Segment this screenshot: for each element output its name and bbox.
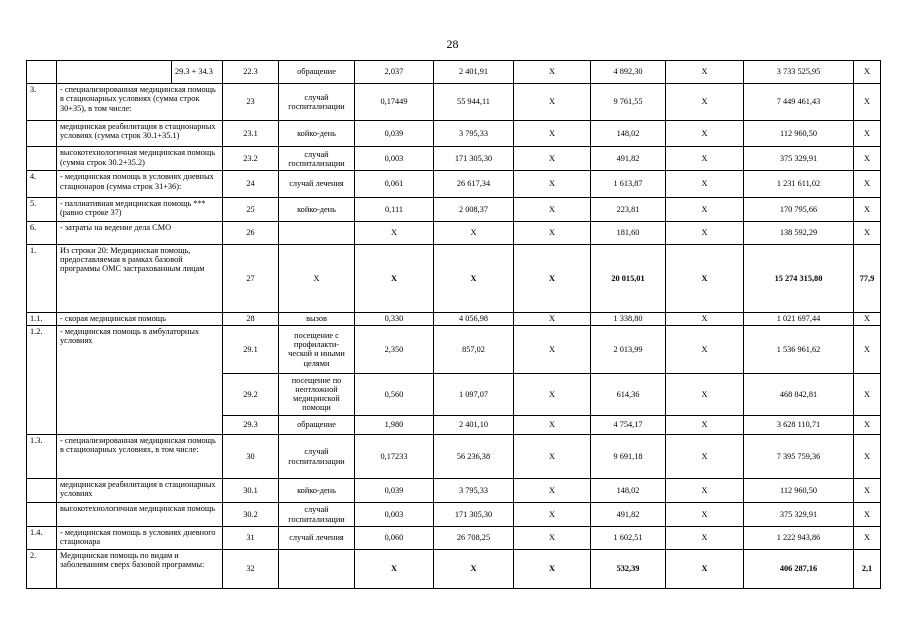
row-code-cell: 22.3 bbox=[223, 61, 279, 84]
value-cell: 0,111 bbox=[355, 197, 434, 221]
row-name-cell: медицинская реабилитация в стационарных условиях (сумма строк 30.1+35.1) bbox=[57, 121, 223, 147]
row-number-cell: 4. bbox=[27, 171, 57, 197]
value-cell: 112 960,50 bbox=[744, 478, 854, 502]
row-name-cell: - затраты на ведение дела СМО bbox=[57, 221, 223, 244]
value-cell: X bbox=[854, 373, 881, 415]
unit-cell: X bbox=[279, 244, 355, 312]
value-cell: 857,02 bbox=[434, 325, 514, 373]
value-cell: 0,560 bbox=[355, 373, 434, 415]
row-number-cell: 1.2. bbox=[27, 325, 57, 435]
value-cell: 1,980 bbox=[355, 415, 434, 435]
value-cell: X bbox=[854, 197, 881, 221]
value-cell: 0,17449 bbox=[355, 83, 434, 120]
unit-cell: случай госпитализации bbox=[279, 147, 355, 171]
value-cell: 0,061 bbox=[355, 171, 434, 197]
value-cell: X bbox=[514, 244, 591, 312]
row-number-cell bbox=[27, 61, 57, 84]
value-cell: 468 842,81 bbox=[744, 373, 854, 415]
value-cell: 1 602,51 bbox=[591, 527, 666, 549]
value-cell: X bbox=[514, 147, 591, 171]
value-cell: 2 013,99 bbox=[591, 325, 666, 373]
row-code-cell: 29.1 bbox=[223, 325, 279, 373]
value-cell: 375 329,91 bbox=[744, 147, 854, 171]
value-cell: 171 305,30 bbox=[434, 503, 514, 527]
unit-cell: случай госпитализации bbox=[279, 503, 355, 527]
value-cell: 4 892,30 bbox=[591, 61, 666, 84]
value-cell: X bbox=[854, 325, 881, 373]
value-cell: 26 617,34 bbox=[434, 171, 514, 197]
unit-cell: посещение по неотложной медицинской помощи bbox=[279, 373, 355, 415]
table-row bbox=[27, 527, 881, 549]
unit-cell: случай лечения bbox=[279, 171, 355, 197]
value-cell: 20 015,01 bbox=[591, 244, 666, 312]
value-cell: X bbox=[666, 549, 744, 588]
value-cell: 0,330 bbox=[355, 312, 434, 325]
value-cell: 3 795,33 bbox=[434, 121, 514, 147]
value-cell: X bbox=[514, 527, 591, 549]
value-cell: 223,81 bbox=[591, 197, 666, 221]
value-cell: X bbox=[355, 244, 434, 312]
row-code-cell: 28 bbox=[223, 312, 279, 325]
value-cell: X bbox=[666, 221, 744, 244]
value-cell: 2,350 bbox=[355, 325, 434, 373]
value-cell: 0,039 bbox=[355, 121, 434, 147]
value-cell: 55 944,11 bbox=[434, 83, 514, 120]
value-cell: X bbox=[666, 527, 744, 549]
unit-cell: койко-день bbox=[279, 121, 355, 147]
value-cell: X bbox=[434, 221, 514, 244]
value-cell: X bbox=[854, 527, 881, 549]
value-cell: 56 236,38 bbox=[434, 435, 514, 479]
value-cell: X bbox=[854, 503, 881, 527]
value-cell: X bbox=[666, 121, 744, 147]
row-number-cell: 1. bbox=[27, 244, 57, 312]
value-cell: 1 097,07 bbox=[434, 373, 514, 415]
row-name-cell: - медицинская помощь в условиях дневного стационара bbox=[57, 527, 223, 549]
value-cell: 3 733 525,95 bbox=[744, 61, 854, 84]
value-cell: X bbox=[514, 503, 591, 527]
value-cell: 4 056,98 bbox=[434, 312, 514, 325]
value-cell: X bbox=[666, 147, 744, 171]
row-name-cell: высокотехнологичная медицинская помощь bbox=[57, 503, 223, 527]
value-cell: 15 274 315,80 bbox=[744, 244, 854, 312]
unit-cell: случай госпитализации bbox=[279, 435, 355, 479]
row-number-cell bbox=[27, 478, 57, 502]
row-number-cell: 1.1. bbox=[27, 312, 57, 325]
value-cell: X bbox=[666, 197, 744, 221]
row-number-cell: 5. bbox=[27, 197, 57, 221]
table-row bbox=[27, 83, 881, 120]
row-name-cell: - специализированная медицинская помощь в стационарных условиях (сумма строк 30+35), в том числе: bbox=[57, 83, 223, 120]
value-cell: 7 449 461,43 bbox=[744, 83, 854, 120]
row-number-cell: 3. bbox=[27, 83, 57, 120]
value-cell: 1 536 961,62 bbox=[744, 325, 854, 373]
value-cell: 148,02 bbox=[591, 121, 666, 147]
value-cell: X bbox=[666, 478, 744, 502]
value-cell: 491,82 bbox=[591, 147, 666, 171]
table-row bbox=[27, 147, 881, 171]
row-name-cell: - паллиативная медицинская помощь *** (равно строке 37) bbox=[57, 197, 223, 221]
table-row bbox=[27, 121, 881, 147]
value-cell: X bbox=[854, 171, 881, 197]
row-code-cell: 25 bbox=[223, 197, 279, 221]
value-cell: X bbox=[854, 221, 881, 244]
table-row bbox=[27, 435, 881, 479]
value-cell: X bbox=[514, 221, 591, 244]
row-number-cell bbox=[27, 121, 57, 147]
value-cell: X bbox=[854, 83, 881, 120]
row-name-cell: Медицинская помощь по видам и заболеваниям сверх базовой программы: bbox=[57, 549, 223, 588]
value-cell: X bbox=[666, 312, 744, 325]
value-cell: X bbox=[514, 415, 591, 435]
table-row bbox=[27, 312, 881, 325]
value-cell: X bbox=[434, 549, 514, 588]
value-cell: 614,36 bbox=[591, 373, 666, 415]
value-cell: 4 754,17 bbox=[591, 415, 666, 435]
unit-cell: случай госпитализации bbox=[279, 83, 355, 120]
row-ref-cell: 29.3 + 34.3 bbox=[172, 61, 223, 84]
row-code-cell: 23.2 bbox=[223, 147, 279, 171]
value-cell: X bbox=[355, 221, 434, 244]
unit-cell: обращение bbox=[279, 61, 355, 84]
table-row bbox=[27, 478, 881, 502]
value-cell: X bbox=[666, 415, 744, 435]
table-row bbox=[27, 549, 881, 588]
row-number-cell: 1.4. bbox=[27, 527, 57, 549]
page-number: 28 bbox=[446, 37, 459, 51]
value-cell: 1 613,87 bbox=[591, 171, 666, 197]
value-cell: X bbox=[666, 435, 744, 479]
table-row bbox=[27, 325, 881, 373]
value-cell: X bbox=[854, 435, 881, 479]
value-cell: X bbox=[854, 121, 881, 147]
value-cell: 2 401,91 bbox=[434, 61, 514, 84]
value-cell: 1 231 611,02 bbox=[744, 171, 854, 197]
value-cell: 26 708,25 bbox=[434, 527, 514, 549]
financial-table bbox=[26, 60, 881, 589]
value-cell: 138 592,29 bbox=[744, 221, 854, 244]
value-cell: 9 691,18 bbox=[591, 435, 666, 479]
value-cell: X bbox=[514, 373, 591, 415]
value-cell: 112 960,50 bbox=[744, 121, 854, 147]
row-code-cell: 29.3 bbox=[223, 415, 279, 435]
value-cell: 491,82 bbox=[591, 503, 666, 527]
value-cell: X bbox=[514, 171, 591, 197]
row-code-cell: 30 bbox=[223, 435, 279, 479]
row-name-cell bbox=[57, 61, 172, 84]
value-cell: 0,039 bbox=[355, 478, 434, 502]
value-cell: 0,003 bbox=[355, 503, 434, 527]
row-code-cell: 23.1 bbox=[223, 121, 279, 147]
row-number-cell: 2. bbox=[27, 549, 57, 588]
value-cell: 532,39 bbox=[591, 549, 666, 588]
row-name-cell: высокотехнологичная медицинская помощь (сумма строк 30.2+35.2) bbox=[57, 147, 223, 171]
row-code-cell: 26 bbox=[223, 221, 279, 244]
value-cell: X bbox=[666, 503, 744, 527]
value-cell: X bbox=[666, 325, 744, 373]
row-name-cell: Из строки 20: Медицинская помощь, предоставляемая в рамках базовой программы ОМС застрахованным лицам bbox=[57, 244, 223, 312]
unit-cell: посещение с профилакти-ческой и иными целями bbox=[279, 325, 355, 373]
unit-cell: случай лечения bbox=[279, 527, 355, 549]
unit-cell bbox=[279, 549, 355, 588]
value-cell: X bbox=[514, 83, 591, 120]
value-cell: 0,003 bbox=[355, 147, 434, 171]
table-body bbox=[27, 61, 881, 589]
table-row bbox=[27, 221, 881, 244]
table-row bbox=[27, 503, 881, 527]
value-cell: 148,02 bbox=[591, 478, 666, 502]
row-name-cell: - специализированная медицинская помощь в стационарных условиях, в том числе: bbox=[57, 435, 223, 479]
row-code-cell: 32 bbox=[223, 549, 279, 588]
row-code-cell: 31 bbox=[223, 527, 279, 549]
row-code-cell: 30.2 bbox=[223, 503, 279, 527]
row-number-cell: 6. bbox=[27, 221, 57, 244]
row-code-cell: 29.2 bbox=[223, 373, 279, 415]
value-cell: X bbox=[514, 121, 591, 147]
value-cell: X bbox=[854, 415, 881, 435]
value-cell: X bbox=[666, 171, 744, 197]
value-cell: 171 305,30 bbox=[434, 147, 514, 171]
value-cell: 2,037 bbox=[355, 61, 434, 84]
value-cell: 3 628 110,71 bbox=[744, 415, 854, 435]
value-cell: X bbox=[666, 244, 744, 312]
row-code-cell: 24 bbox=[223, 171, 279, 197]
value-cell: X bbox=[854, 147, 881, 171]
value-cell: X bbox=[514, 549, 591, 588]
value-cell: X bbox=[434, 244, 514, 312]
table-row bbox=[27, 61, 881, 84]
row-code-cell: 23 bbox=[223, 83, 279, 120]
unit-cell bbox=[279, 221, 355, 244]
value-cell: X bbox=[514, 478, 591, 502]
value-cell: 170 795,66 bbox=[744, 197, 854, 221]
value-cell: 1 338,80 bbox=[591, 312, 666, 325]
value-cell: 2 401,10 bbox=[434, 415, 514, 435]
value-cell: 1 021 697,44 bbox=[744, 312, 854, 325]
value-cell: 77,9 bbox=[854, 244, 881, 312]
value-cell: 7 395 759,36 bbox=[744, 435, 854, 479]
value-cell: 181,60 bbox=[591, 221, 666, 244]
unit-cell: койко-день bbox=[279, 197, 355, 221]
value-cell: X bbox=[854, 312, 881, 325]
value-cell: X bbox=[514, 435, 591, 479]
value-cell: X bbox=[666, 373, 744, 415]
unit-cell: койко-день bbox=[279, 478, 355, 502]
row-code-cell: 30.1 bbox=[223, 478, 279, 502]
row-number-cell bbox=[27, 147, 57, 171]
value-cell: 375 329,91 bbox=[744, 503, 854, 527]
value-cell: 406 287,16 bbox=[744, 549, 854, 588]
row-number-cell: 1.3. bbox=[27, 435, 57, 479]
value-cell: X bbox=[854, 61, 881, 84]
value-cell: X bbox=[514, 312, 591, 325]
row-name-cell: - скорая медицинская помощь bbox=[57, 312, 223, 325]
value-cell: 2 008,37 bbox=[434, 197, 514, 221]
table-row bbox=[27, 197, 881, 221]
row-name-cell: медицинская реабилитация в стационарных условиях bbox=[57, 478, 223, 502]
value-cell: X bbox=[514, 197, 591, 221]
value-cell: X bbox=[666, 61, 744, 84]
value-cell: X bbox=[514, 61, 591, 84]
value-cell: 9 761,55 bbox=[591, 83, 666, 120]
row-name-cell: - медицинская помощь в амбулаторных условиях bbox=[57, 325, 223, 435]
value-cell: X bbox=[355, 549, 434, 588]
value-cell: 3 795,33 bbox=[434, 478, 514, 502]
row-name-cell: - медицинская помощь в условиях дневных стационаров (сумма строк 31+36): bbox=[57, 171, 223, 197]
value-cell: 0,17233 bbox=[355, 435, 434, 479]
value-cell: X bbox=[666, 83, 744, 120]
table-row bbox=[27, 171, 881, 197]
value-cell: 1 222 943,86 bbox=[744, 527, 854, 549]
value-cell: X bbox=[854, 478, 881, 502]
value-cell: 0,060 bbox=[355, 527, 434, 549]
unit-cell: обращение bbox=[279, 415, 355, 435]
row-number-cell bbox=[27, 503, 57, 527]
value-cell: 2,1 bbox=[854, 549, 881, 588]
table-row bbox=[27, 244, 881, 312]
value-cell: X bbox=[514, 325, 591, 373]
row-code-cell: 27 bbox=[223, 244, 279, 312]
unit-cell: вызов bbox=[279, 312, 355, 325]
